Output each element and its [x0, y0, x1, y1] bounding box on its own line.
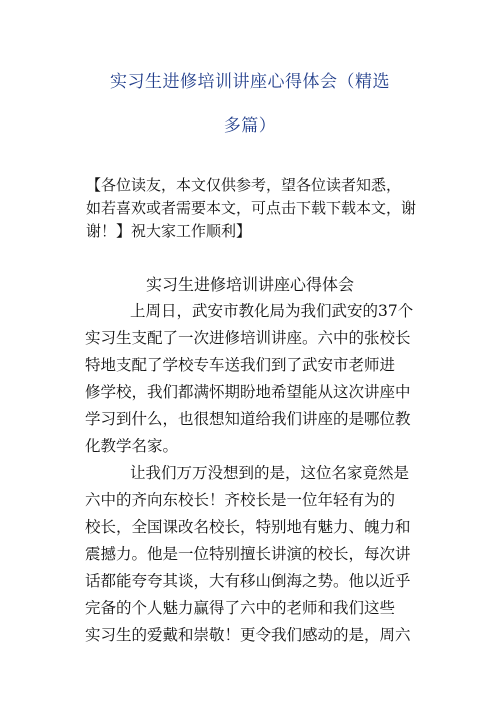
body-line: 让我们万万没想到的是，这位名家竟然是 [130, 464, 410, 482]
notice-line: 谢！】祝大家工作顺利】 [86, 222, 252, 240]
body-line: 六中的齐向东校长！齐校长是一位年轻有为的 [85, 491, 396, 509]
body-line: 话都能夸夸其谈，大有移山倒海之势。他以近乎 [85, 572, 411, 590]
body-line: 修学校，我们都满怀期盼地希望能从这次讲座中 [85, 383, 411, 401]
body-line: 学习到什么，也很想知道给我们讲座的是哪位教 [85, 410, 411, 428]
body-line: 化教学名家。 [85, 437, 179, 455]
body-line: 完备的个人魅力赢得了六中的老师和我们这些 [85, 599, 396, 617]
notice-paragraph [86, 174, 426, 243]
body-line: 校长，全国课改名校长，特别地有魅力、魄力和 [85, 518, 411, 536]
body-line: 实习生的爱戴和崇敬！更令我们感动的是，周六 [85, 626, 411, 644]
body-line: 实习生支配了一次进修培训讲座。六中的张校长 [85, 329, 411, 347]
body-line: 震撼力。他是一位特别擅长讲演的校长，每次讲 [85, 545, 411, 563]
document-title-line-1: 实习生进修培训讲座心得体会（精选 [110, 72, 390, 92]
body-line: 上周日，武安市教化局为我们武安的37个 [130, 302, 414, 320]
body-line: 特地支配了学校专车送我们到了武安市老师进 [85, 356, 396, 374]
notice-line: 如若喜欢或者需要本文，可点击下载下载本文，谢 [86, 199, 417, 217]
section-heading: 实习生进修培训讲座心得体会 [145, 275, 354, 294]
notice-line: 【各位读友，本文仅供参考，望各位读者知悉， [86, 176, 402, 194]
body-paragraphs [85, 298, 430, 649]
document-title-line-2: 多篇） [223, 116, 277, 136]
